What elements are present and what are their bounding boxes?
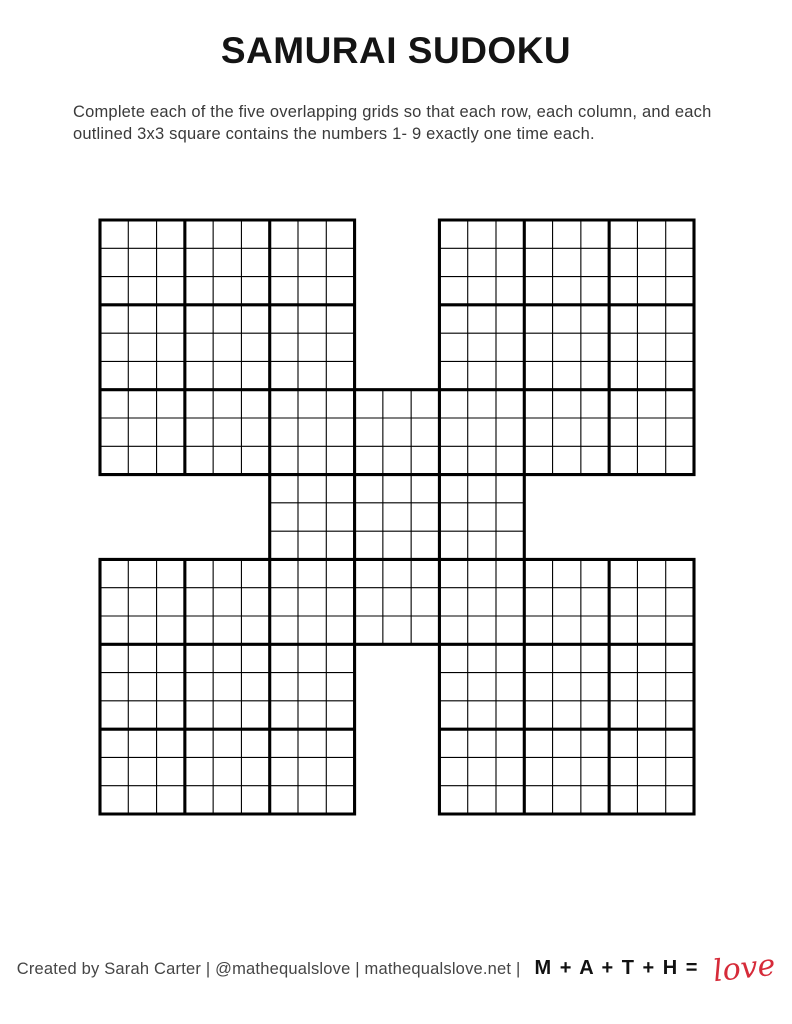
instruction-line-1: Complete each of the five overlapping grids so that each row, each column, and each bbox=[73, 103, 712, 121]
instructions bbox=[73, 101, 711, 145]
samurai-grid-svg bbox=[97, 217, 697, 817]
footer bbox=[0, 947, 792, 990]
love-script: love bbox=[711, 947, 777, 990]
page-title: SAMURAI SUDOKU bbox=[220, 30, 572, 71]
grid-thin-lines bbox=[100, 220, 694, 814]
math-logo-letters: M + A + T + H = bbox=[534, 957, 699, 979]
instruction-line-2: outlined 3x3 square contains the numbers 1- 9 exactly one time each. bbox=[73, 125, 595, 143]
credit-text: Created by Sarah Carter | @mathequalslove | mathequalslove.net | bbox=[16, 960, 521, 978]
samurai-grid bbox=[97, 217, 697, 817]
